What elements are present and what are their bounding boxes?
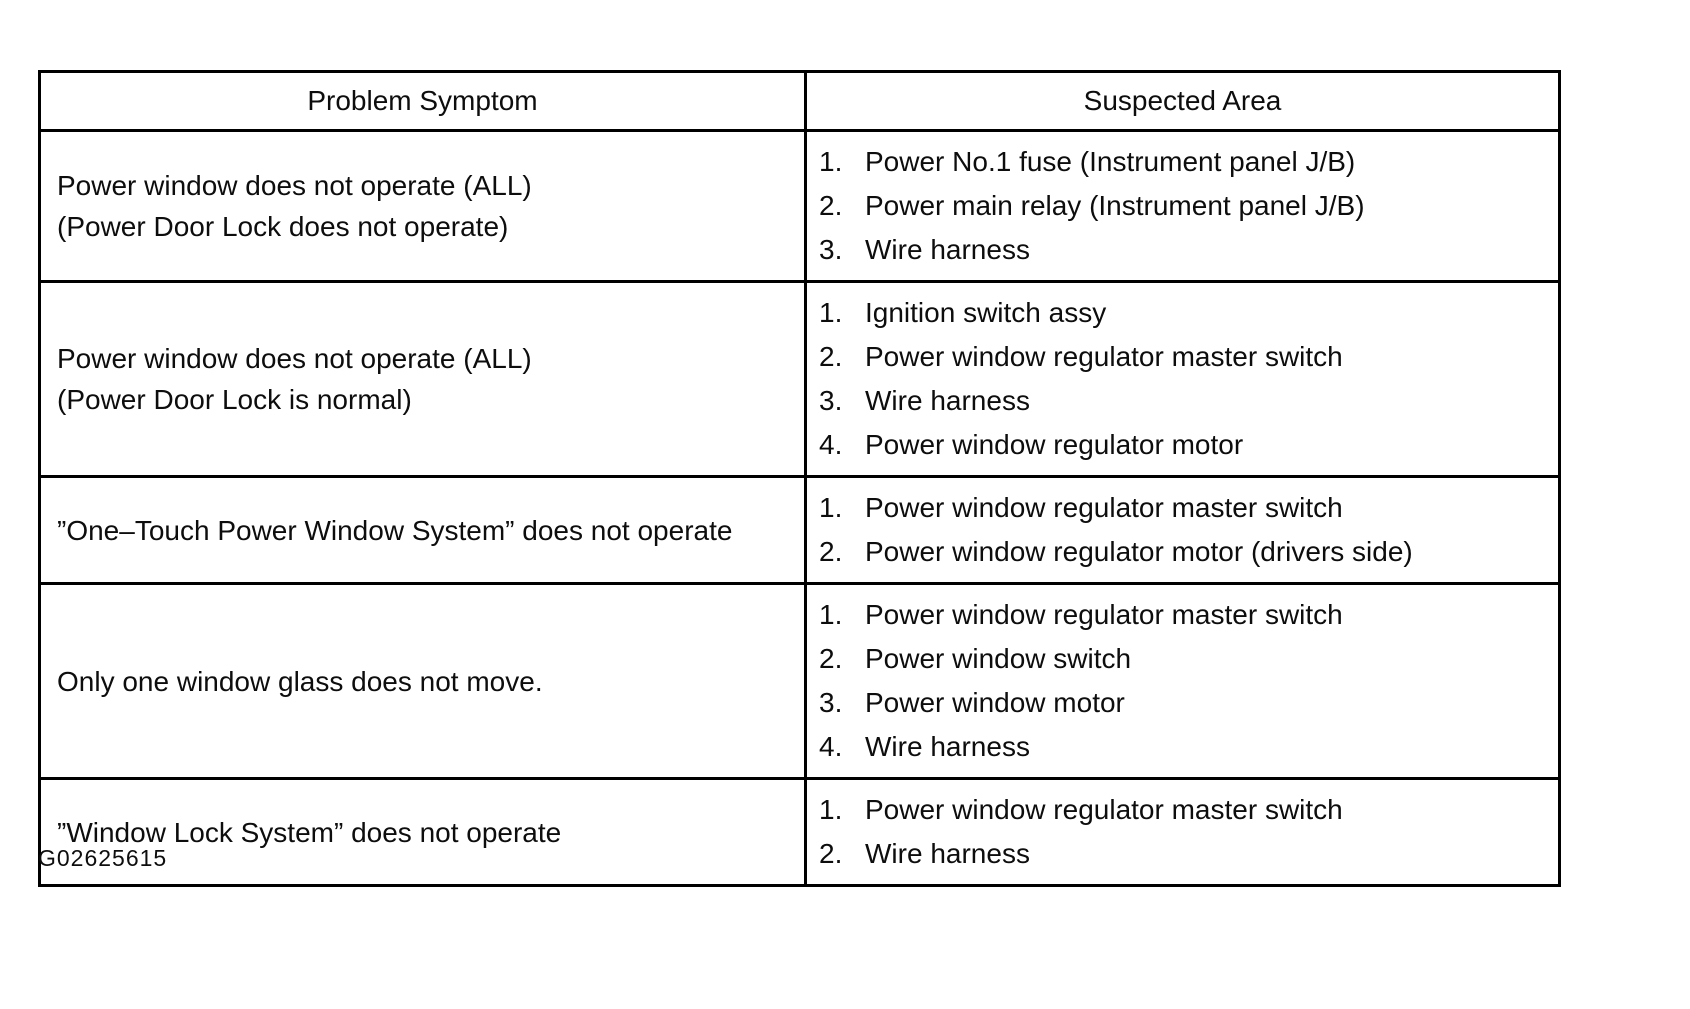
area-text: Wire harness <box>865 234 1030 265</box>
area-number: 3. <box>819 234 843 265</box>
area-item <box>819 788 1552 832</box>
table-row <box>40 779 1560 886</box>
area-number: 2. <box>819 643 843 674</box>
area-text: Power window regulator master switch <box>865 492 1343 523</box>
area-item <box>819 637 1552 681</box>
area-number: 3. <box>819 687 843 718</box>
area-item <box>819 681 1552 725</box>
column-header-suspected-area: Suspected Area <box>806 72 1560 131</box>
area-text: Power window regulator master switch <box>865 794 1343 825</box>
area-item <box>819 832 1552 876</box>
area-number: 4. <box>819 731 843 762</box>
area-number: 2. <box>819 838 843 869</box>
symptom-line: ”Window Lock System” does not operate <box>57 816 562 848</box>
area-item <box>819 184 1552 228</box>
symptom-line: (Power Door Lock is normal) <box>57 384 412 415</box>
symptom-line: (Power Door Lock does not operate) <box>57 211 509 242</box>
area-item <box>819 593 1552 637</box>
area-text: Power No.1 fuse (Instrument panel J/B) <box>865 146 1356 177</box>
area-text: Wire harness <box>865 385 1030 416</box>
area-text: Power window motor <box>865 687 1125 718</box>
symptom-cell <box>40 282 806 477</box>
area-number: 2. <box>819 190 843 221</box>
area-item <box>819 335 1552 379</box>
table-row <box>40 477 1560 584</box>
area-text: Power window regulator motor (drivers side) <box>865 536 1413 567</box>
area-number: 3. <box>819 385 843 416</box>
area-item <box>819 291 1552 335</box>
symptom-cell <box>40 584 806 779</box>
area-text: Ignition switch assy <box>865 297 1107 328</box>
troubleshooting-table <box>38 70 1561 887</box>
suspected-area-cell <box>806 779 1560 886</box>
area-text: Power window regulator motor <box>865 429 1244 460</box>
symptom-line: ”One–Touch Power Window System” does not operate <box>57 514 733 546</box>
area-item <box>819 379 1552 423</box>
area-number: 1. <box>819 297 843 328</box>
suspected-area-cell <box>806 477 1560 584</box>
area-number: 4. <box>819 429 843 460</box>
table-row <box>40 584 1560 779</box>
area-text: Power main relay (Instrument panel J/B) <box>865 190 1365 221</box>
area-item <box>819 423 1552 467</box>
area-item <box>819 530 1552 574</box>
suspected-area-cell <box>806 131 1560 282</box>
header-row <box>40 72 1560 131</box>
area-number: 2. <box>819 536 843 567</box>
symptom-line: Power window does not operate (ALL) <box>57 170 532 201</box>
symptom-cell <box>40 477 806 584</box>
symptom-cell <box>40 131 806 282</box>
table-row <box>40 282 1560 477</box>
figure-id: G02625615 <box>38 845 168 871</box>
suspected-area-cell <box>806 282 1560 477</box>
suspected-area-cell <box>806 584 1560 779</box>
area-number: 1. <box>819 492 843 523</box>
symptom-line: Only one window glass does not move. <box>57 665 543 697</box>
area-text: Power window regulator master switch <box>865 599 1343 630</box>
area-text: Power window regulator master switch <box>865 341 1343 372</box>
column-header-problem-symptom: Problem Symptom <box>40 72 806 131</box>
area-number: 2. <box>819 341 843 372</box>
symptom-line: Power window does not operate (ALL) <box>57 343 532 374</box>
table-row <box>40 131 1560 282</box>
area-item <box>819 140 1552 184</box>
area-item <box>819 486 1552 530</box>
area-text: Power window switch <box>865 643 1132 674</box>
area-item <box>819 725 1552 769</box>
area-text: Wire harness <box>865 838 1030 869</box>
area-text: Wire harness <box>865 731 1030 762</box>
area-item <box>819 228 1552 272</box>
area-number: 1. <box>819 146 843 177</box>
area-number: 1. <box>819 794 843 825</box>
area-number: 1. <box>819 599 843 630</box>
